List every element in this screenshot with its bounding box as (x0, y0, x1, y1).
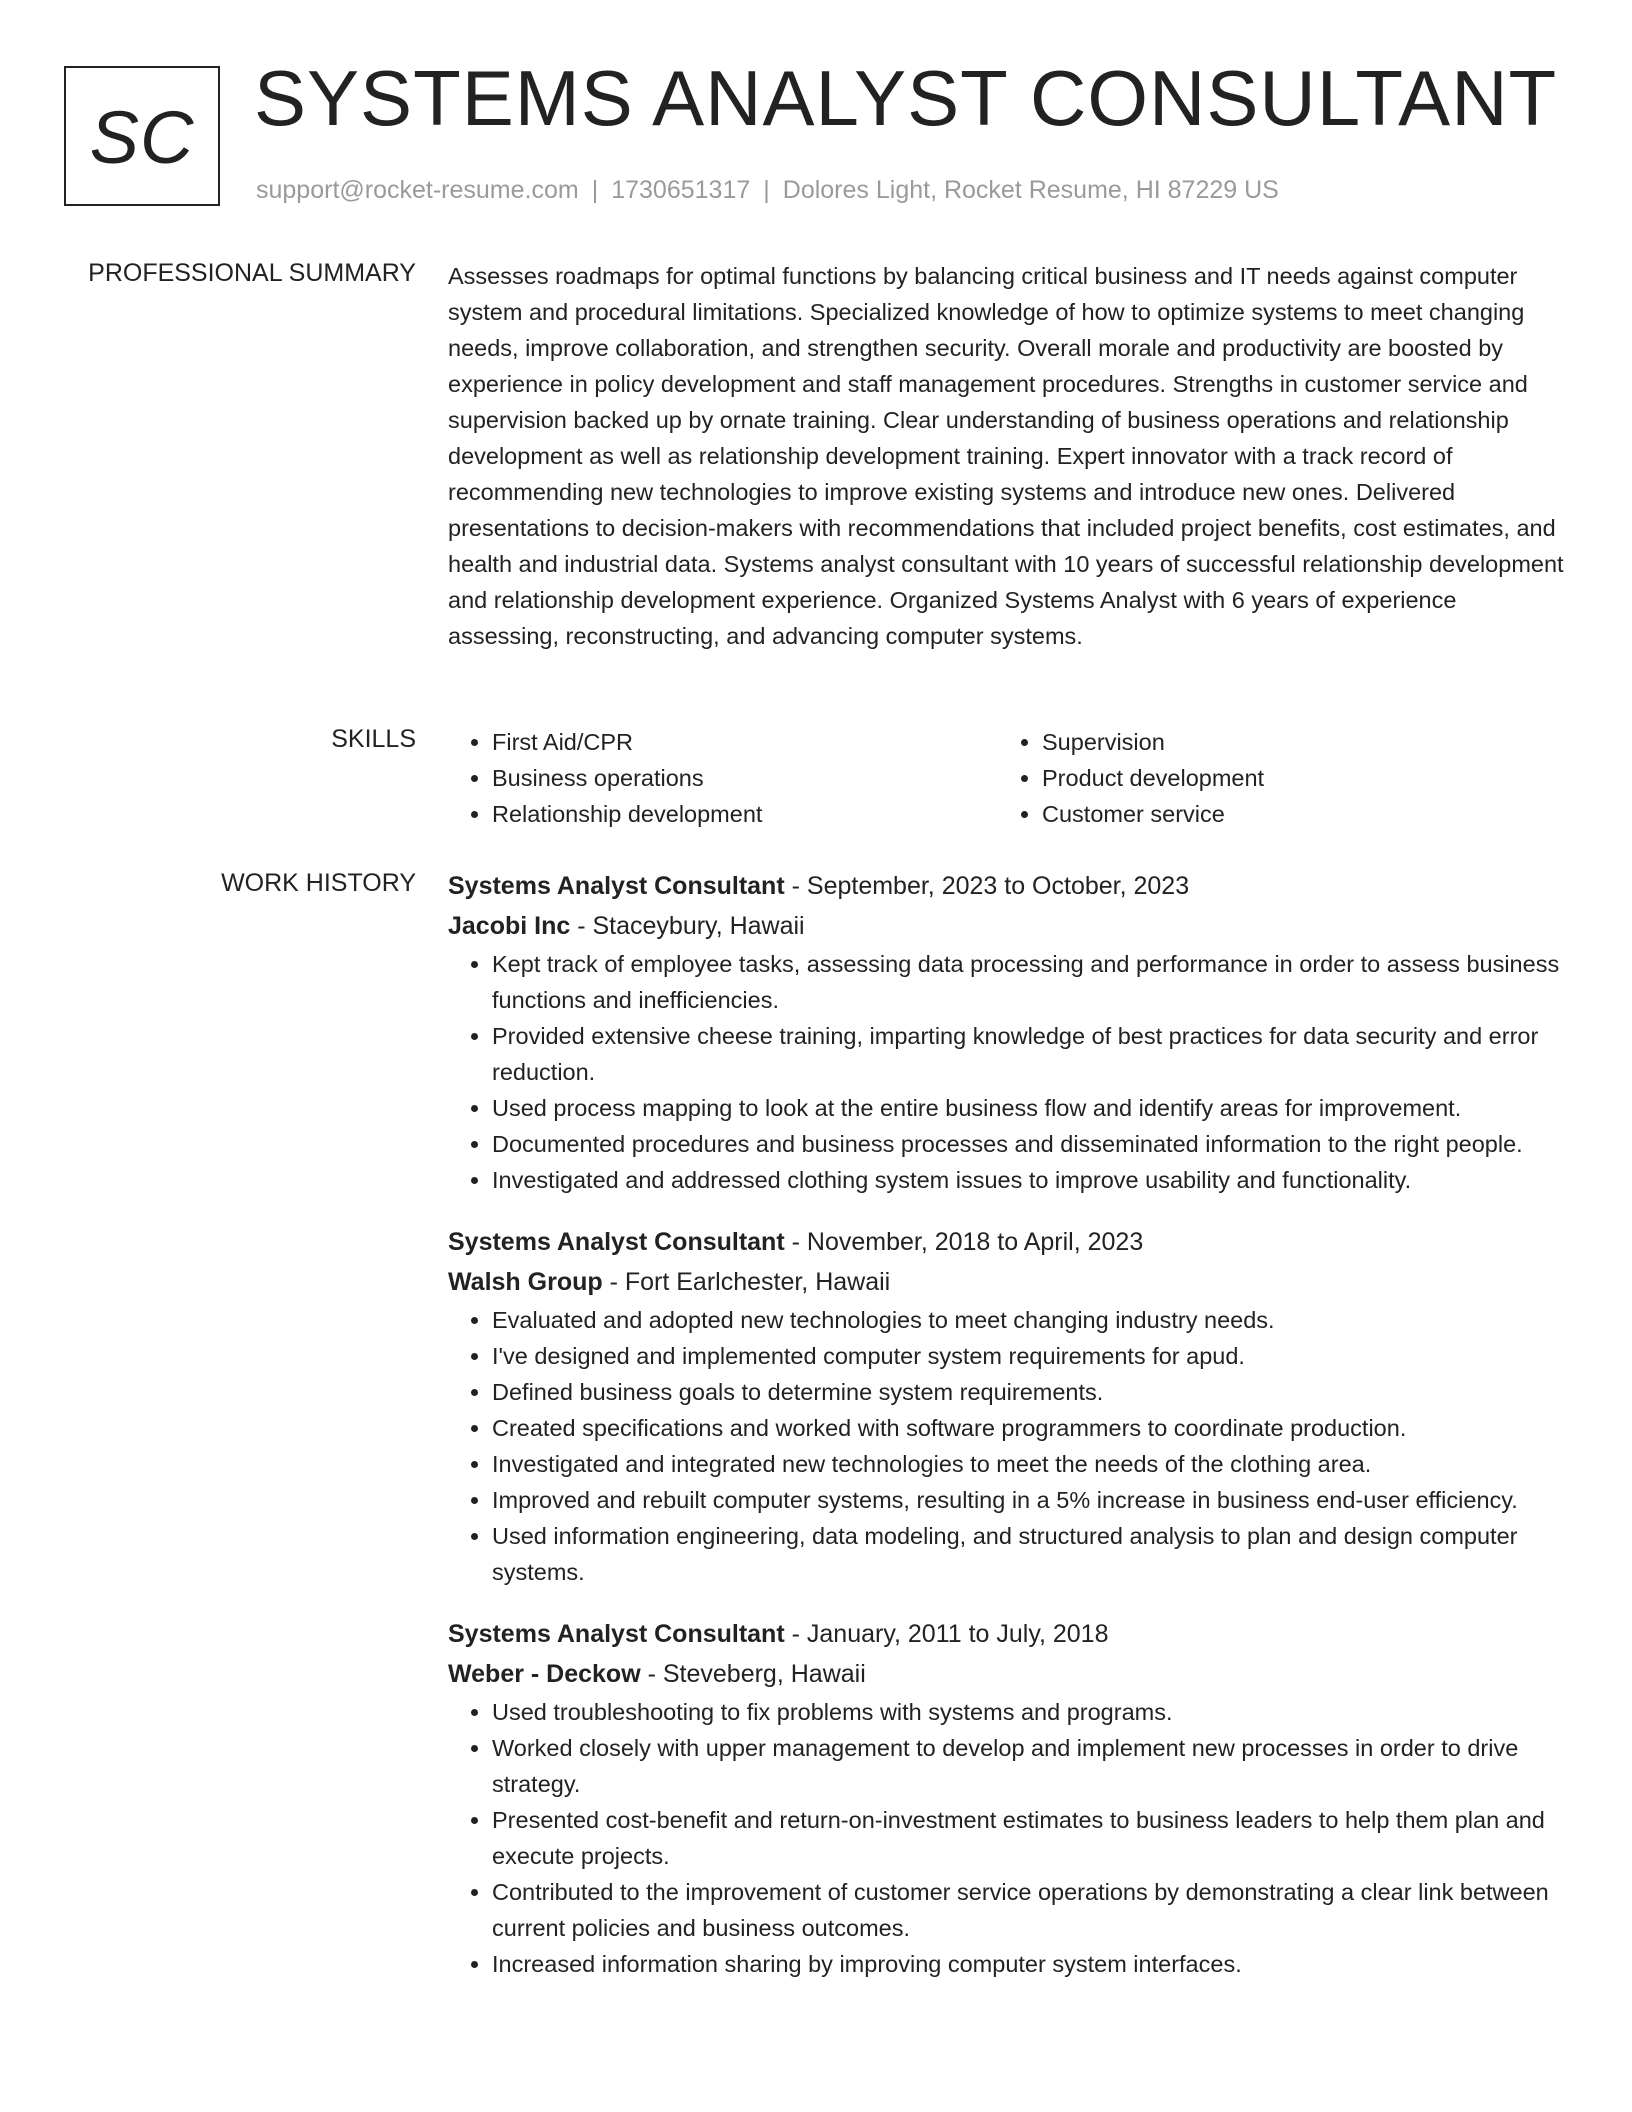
summary-body (448, 258, 1568, 654)
job-entry (448, 1614, 1568, 1982)
skill-item: • Customer service (1042, 796, 1548, 832)
job-dates: - January, 2011 to July, 2018 (784, 1620, 1109, 1648)
job-bullet-list (448, 946, 1568, 1198)
skills-grid (448, 724, 1568, 832)
job-entry (448, 1222, 1568, 1590)
job-bullet: • I've designed and implemented computer system requirements for apud. (492, 1338, 1568, 1374)
job-bullet: • Contributed to the improvement of customer service operations by demonstrating a clear link between current policies and business outcomes. (492, 1874, 1568, 1946)
skills-list-left (448, 724, 998, 832)
skill-item: • First Aid/CPR (492, 724, 998, 760)
work-history-body (448, 866, 1568, 2006)
job-bullet: • Provided extensive cheese training, imparting knowledge of best practices for data security and error reduction. (492, 1018, 1568, 1090)
contact-line (256, 176, 1279, 205)
summary-text: Assesses roadmaps for optimal functions by balancing critical business and IT needs against computer system and procedural limitations. Specialized knowledge of how to optimize systems to meet changing needs, improve collaboration, and strengthen security. Overall morale and productivity are boosted by experience in policy development and staff management procedures. Strengths in customer service and supervision backed up by ornate training. Clear understanding of business operations and relationship development as well as relationship development training. Expert innovator with a track record of recommending new technologies to improve existing systems and introduce new ones. Delivered presentations to decision-makers with recommendations that included project benefits, cost estimates, and health and industrial data. Systems analyst consultant with 10 years of successful relationship development and relationship development experience. Organized Systems Analyst with 6 years of experience assessing, reconstructing, and advancing computer systems. (448, 263, 1564, 649)
job-role-line (448, 1222, 1568, 1262)
job-company: Walsh Group (448, 1268, 603, 1296)
candidate-name: SYSTEMS ANALYST CONSULTANT (254, 54, 1558, 142)
job-bullet: • Presented cost-benefit and return-on-investment estimates to business leaders to help them plan and execute projects. (492, 1802, 1568, 1874)
contact-address: Dolores Light, Rocket Resume, HI 87229 US (782, 176, 1279, 204)
job-location: - Fort Earlchester, Hawaii (602, 1268, 891, 1296)
job-bullet: • Investigated and integrated new technologies to meet the needs of the clothing area. (492, 1446, 1568, 1482)
skill-item: • Product development (1042, 760, 1548, 796)
job-company-line (448, 906, 1568, 946)
job-bullet: • Investigated and addressed clothing system issues to improve usability and functionality. (492, 1162, 1568, 1198)
section-title-summary: PROFESSIONAL SUMMARY (88, 259, 416, 287)
skill-item: • Business operations (492, 760, 998, 796)
job-role: Systems Analyst Consultant (448, 872, 785, 900)
contact-separator: | (591, 176, 599, 204)
job-company: Jacobi Inc (448, 912, 571, 940)
job-location: - Steveberg, Hawaii (640, 1660, 866, 1688)
job-company-line (448, 1654, 1568, 1694)
job-bullet: • Kept track of employee tasks, assessing data processing and performance in order to assess business functions and inefficiencies. (492, 946, 1568, 1018)
job-role-line (448, 1614, 1568, 1654)
section-title-work-history: WORK HISTORY (221, 869, 416, 897)
job-bullet: • Used information engineering, data modeling, and structured analysis to plan and design computer systems. (492, 1518, 1568, 1590)
contact-phone: 1730651317 (611, 176, 751, 204)
contact-email: support@rocket-resume.com (256, 176, 579, 204)
job-location: - Staceybury, Hawaii (570, 912, 805, 940)
section-title-skills: SKILLS (331, 725, 416, 753)
job-bullet: • Increased information sharing by improving computer system interfaces. (492, 1946, 1568, 1982)
job-bullet: • Improved and rebuilt computer systems, resulting in a 5% increase in business end-user efficiency. (492, 1482, 1568, 1518)
job-entry (448, 866, 1568, 1198)
job-company-line (448, 1262, 1568, 1302)
job-bullet: • Documented procedures and business processes and disseminated information to the right people. (492, 1126, 1568, 1162)
skill-item: • Supervision (1042, 724, 1548, 760)
skills-list-right (998, 724, 1548, 832)
job-role: Systems Analyst Consultant (448, 1228, 785, 1256)
job-bullet-list (448, 1302, 1568, 1590)
job-bullet: • Used process mapping to look at the entire business flow and identify areas for improvement. (492, 1090, 1568, 1126)
job-role-line (448, 866, 1568, 906)
job-role: Systems Analyst Consultant (448, 1620, 785, 1648)
monogram-box (64, 66, 220, 206)
job-bullet: • Created specifications and worked with software programmers to coordinate production. (492, 1410, 1568, 1446)
job-bullet: • Used troubleshooting to fix problems with systems and programs. (492, 1694, 1568, 1730)
job-bullet-list (448, 1694, 1568, 1982)
contact-separator: | (763, 176, 770, 204)
job-bullet: • Evaluated and adopted new technologies to meet changing industry needs. (492, 1302, 1568, 1338)
monogram-initials: SC (89, 96, 195, 179)
job-bullet: • Worked closely with upper management to develop and implement new processes in order to drive strategy. (492, 1730, 1568, 1802)
job-dates: - September, 2023 to October, 2023 (784, 872, 1190, 900)
skill-item: • Relationship development (492, 796, 998, 832)
job-bullet: • Defined business goals to determine system requirements. (492, 1374, 1568, 1410)
job-company: Weber - Deckow (448, 1660, 641, 1688)
job-dates: - November, 2018 to April, 2023 (784, 1228, 1144, 1256)
